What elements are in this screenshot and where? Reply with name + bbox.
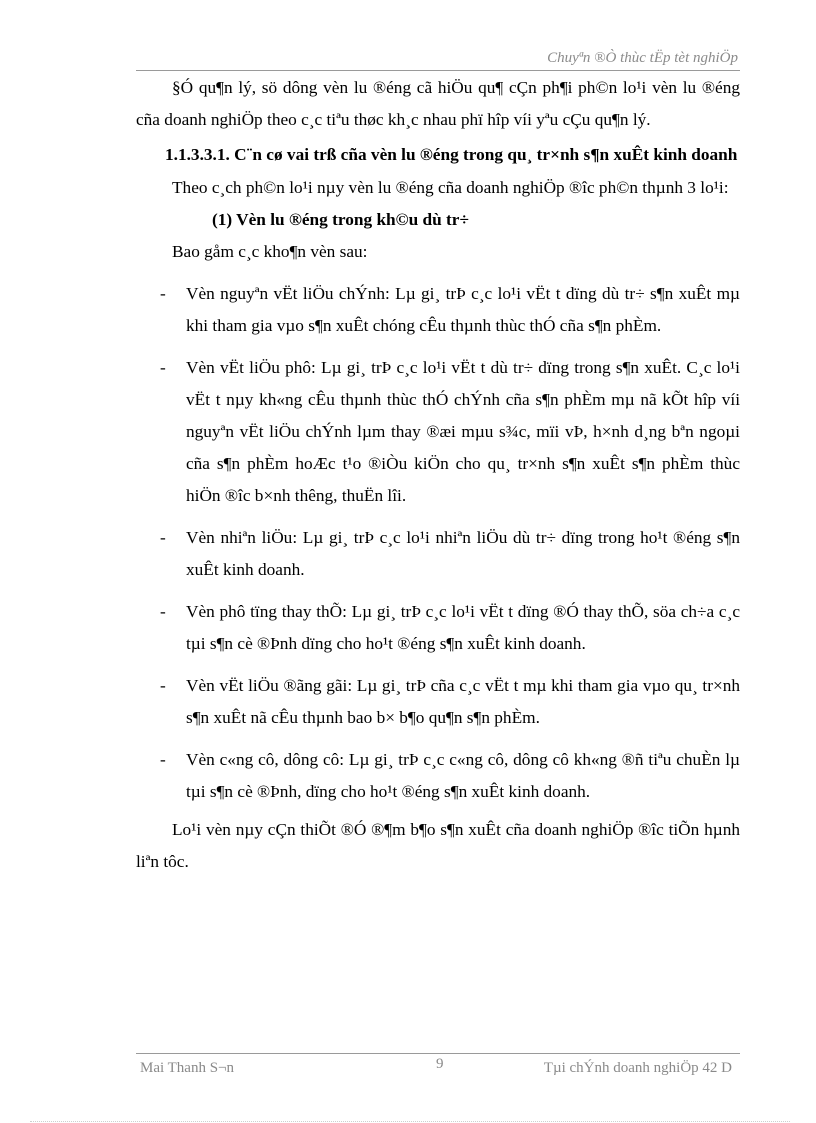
- header-title: Chuyªn ®Ò thùc tËp tèt nghiÖp: [547, 50, 738, 66]
- list-item: [136, 670, 740, 734]
- page-header: [136, 44, 740, 71]
- list-item: [136, 352, 740, 512]
- list-item-text: Vèn vËt liÖu phô: Lµ gi¸ trÞ c¸c lo¹i vËt t dù tr÷ dïng trong s¶n xuÊt. C¸c lo¹i vËt t nµy kh«ng cÊu thµnh thùc thÓ chÝnh cña s¶n phÈm mµ nã kÕt hîp víi nguyªn vËt liÖu chÝnh lµm thay ®æi mµu s¾c, mïi vÞ, h×nh d¸ng bªn ngoµi cña s¶n phÈm hoÆc t¹o ®iÒu kiÖn cho qu¸ tr×nh s¶n xuÊt s¶n phÈm thùc hiÖn ®îc b×nh thêng, thuËn lîi.: [186, 358, 740, 505]
- list-item: [136, 744, 740, 808]
- dash-bullet: -: [160, 358, 166, 377]
- list-item-text: Vèn nguyªn vËt liÖu chÝnh: Lµ gi¸ trÞ c¸c lo¹i vËt t dïng dù tr÷ s¶n xuÊt mµ khi tham gia vµo s¶n xuÊt chóng cÊu thµnh thùc thÓ cña s¶n phÈm.: [186, 284, 740, 335]
- list-item: [136, 522, 740, 586]
- dash-bullet: -: [160, 750, 166, 769]
- dash-bullet: -: [160, 602, 166, 621]
- dash-bullet: -: [160, 528, 166, 547]
- capital-items-list: [136, 278, 740, 808]
- subsection-heading: (1) Vèn lu ®éng trong kh©u dù tr÷: [212, 210, 469, 229]
- dash-bullet: -: [160, 676, 166, 695]
- paragraph-includes: Bao gåm c¸c kho¶n vèn sau:: [172, 242, 368, 261]
- page-number: 9: [436, 1056, 444, 1072]
- document-body: [136, 72, 740, 878]
- footer-author: Mai Thanh S¬n: [140, 1060, 235, 1076]
- page-footer: [136, 1053, 740, 1076]
- list-item-text: Vèn phô tïng thay thÕ: Lµ gi¸ trÞ c¸c lo¹i vËt t dïng ®Ó thay thÕ, söa ch÷a c¸c tµi s¶n cè ®Þnh dïng cho ho¹t ®éng s¶n xuÊt kinh doanh.: [186, 602, 740, 653]
- dash-bullet: -: [160, 284, 166, 303]
- paragraph-classification: Theo c¸ch ph©n lo¹i nµy vèn lu ®éng cña doanh nghiÖp ®îc ph©n thµnh 3 lo¹i:: [172, 178, 729, 197]
- paragraph-intro: §Ó qu¶n lý, sö dông vèn lu ®éng cã hiÖu qu¶ cÇn ph¶i ph©n lo¹i vèn lu ®éng cña doanh nghiÖp theo c¸c tiªu thøc kh¸c nhau phï hîp víi yªu cÇu qu¶n lý.: [136, 78, 740, 129]
- list-item-text: Vèn nhiªn liÖu: Lµ gi¸ trÞ c¸c lo¹i nhiªn liÖu dù tr÷ dïng trong ho¹t ®éng s¶n xuÊt kinh doanh.: [186, 528, 740, 579]
- paragraph-closing: Lo¹i vèn nµy cÇn thiÕt ®Ó ®¶m b¶o s¶n xuÊt cña doanh nghiÖp ®îc tiÕn hµnh liªn tôc.: [136, 820, 740, 871]
- section-heading: 1.1.3.3.1. C¨n cø vai trß cña vèn lu ®éng trong qu¸ tr×nh s¶n xuÊt kinh doanh: [165, 145, 738, 164]
- footer-class: Tµi chÝnh doanh nghiÖp 42 D: [543, 1060, 732, 1076]
- list-item: [136, 596, 740, 660]
- list-item-text: Vèn vËt liÖu ®ãng gãi: Lµ gi¸ trÞ cña c¸c vËt t mµ khi tham gia vµo qu¸ tr×nh s¶n xuÊt nã cÊu thµnh bao b× b¶o qu¶n s¶n phÈm.: [186, 676, 740, 727]
- list-item-text: Vèn c«ng cô, dông cô: Lµ gi¸ trÞ c¸c c«ng cô, dông cô kh«ng ®ñ tiªu chuÈn lµ tµi s¶n cè ®Þnh, dïng cho ho¹t ®éng s¶n xuÊt kinh doanh.: [186, 750, 740, 801]
- page-bottom-divider: [30, 1121, 790, 1122]
- list-item: [136, 278, 740, 342]
